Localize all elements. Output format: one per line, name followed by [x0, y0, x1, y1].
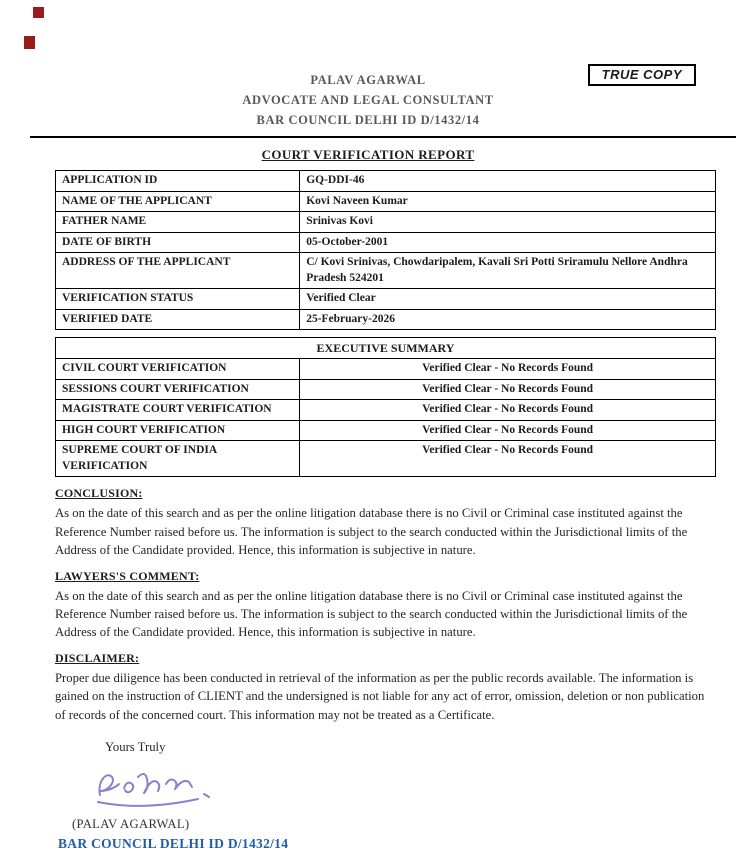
detail-label: NAME OF THE APPLICANT [56, 191, 300, 212]
salutation: Yours Truly [105, 740, 166, 755]
summary-label: HIGH COURT VERIFICATION [56, 420, 300, 441]
summary-value: Verified Clear - No Records Found [300, 400, 716, 421]
summary-value: Verified Clear - No Records Found [300, 420, 716, 441]
table-row [56, 338, 716, 359]
detail-label: DATE OF BIRTH [56, 232, 300, 253]
detail-label: VERIFICATION STATUS [56, 289, 300, 310]
table-row [56, 420, 716, 441]
detail-value: Verified Clear [300, 289, 716, 310]
detail-value: C/ Kovi Srinivas, Chowdaripalem, Kavali Sri Potti Sriramulu Nellore Andhra Pradesh 524201 [300, 253, 716, 289]
table-row [56, 289, 716, 310]
true-copy-stamp-label: TRUE COPY [601, 67, 682, 82]
detail-value: 25-February-2026 [300, 309, 716, 330]
summary-label: MAGISTRATE COURT VERIFICATION [56, 400, 300, 421]
red-mark-icon [33, 7, 44, 18]
table-row [56, 359, 716, 380]
detail-value: 05-October-2001 [300, 232, 716, 253]
lawyers-comment-section [55, 569, 716, 642]
lawyers-comment-body: As on the date of this search and as per the online litigation database there is no Civil or Criminal case instituted against the Reference Number raised before us. The information is subject to the search conducted within the Jurisdictional limits of the Address of the Candidate provided. Hence, this information is subjective in nature. [55, 588, 688, 640]
letterhead-bar-id: BAR COUNCIL DELHI ID D/1432/14 [256, 113, 480, 127]
summary-label: SUPREME COURT OF INDIA VERIFICATION [56, 441, 300, 477]
summary-value: Verified Clear - No Records Found [300, 379, 716, 400]
disclaimer-body: Proper due diligence has been conducted in retrieval of the information as per the public records available. The information is gained on the instruction of CLIENT and the undersigned is not liable for any act of error, omission, deletion or non publication of records of the concerned court. This information may not be treated as a Certificate. [55, 670, 705, 722]
summary-label: SESSIONS COURT VERIFICATION [56, 379, 300, 400]
summary-value: Verified Clear - No Records Found [300, 359, 716, 380]
executive-summary-heading: EXECUTIVE SUMMARY [56, 338, 716, 359]
detail-value: GQ-DDI-46 [300, 171, 716, 192]
detail-value: Kovi Naveen Kumar [300, 191, 716, 212]
disclaimer-section [55, 651, 716, 724]
disclaimer-heading: DISCLAIMER: [55, 650, 140, 665]
table-row [56, 309, 716, 330]
signatory-name: (PALAV AGARWAL) [72, 817, 190, 832]
conclusion-body: As on the date of this search and as per the online litigation database there is no Civil or Criminal case instituted against the Reference Number raised before us. The information is subject to the search conducted within the Jurisdictional limits of the Address of the Candidate provided. Hence, this information is subjective in nature. [55, 506, 688, 558]
table-row [56, 191, 716, 212]
bar-council-id: BAR COUNCIL DELHI ID D/1432/14 [58, 836, 289, 852]
header-divider [30, 136, 736, 138]
conclusion-section [55, 486, 716, 559]
table-row [56, 441, 716, 477]
summary-value: Verified Clear - No Records Found [300, 441, 716, 477]
conclusion-heading: CONCLUSION: [55, 486, 143, 501]
table-row [56, 212, 716, 233]
true-copy-stamp [588, 64, 696, 86]
report-title: COURT VERIFICATION REPORT [261, 147, 475, 162]
summary-label: CIVIL COURT VERIFICATION [56, 359, 300, 380]
detail-label: VERIFIED DATE [56, 309, 300, 330]
signature [88, 763, 736, 815]
table-row [56, 232, 716, 253]
letterhead-designation: ADVOCATE AND LEGAL CONSULTANT [242, 93, 494, 107]
lawyers-comment-heading: LAWYERS'S COMMENT: [55, 568, 200, 583]
table-row [56, 171, 716, 192]
red-mark-icon [24, 36, 35, 49]
detail-value: Srinivas Kovi [300, 212, 716, 233]
table-row [56, 253, 716, 289]
applicant-details-table [55, 170, 716, 330]
detail-label: APPLICATION ID [56, 171, 300, 192]
detail-label: FATHER NAME [56, 212, 300, 233]
executive-summary-table [55, 337, 716, 477]
signature-icon [88, 763, 228, 815]
letterhead-name: PALAV AGARWAL [310, 73, 426, 87]
table-row [56, 400, 716, 421]
detail-label: ADDRESS OF THE APPLICANT [56, 253, 300, 289]
table-row [56, 379, 716, 400]
